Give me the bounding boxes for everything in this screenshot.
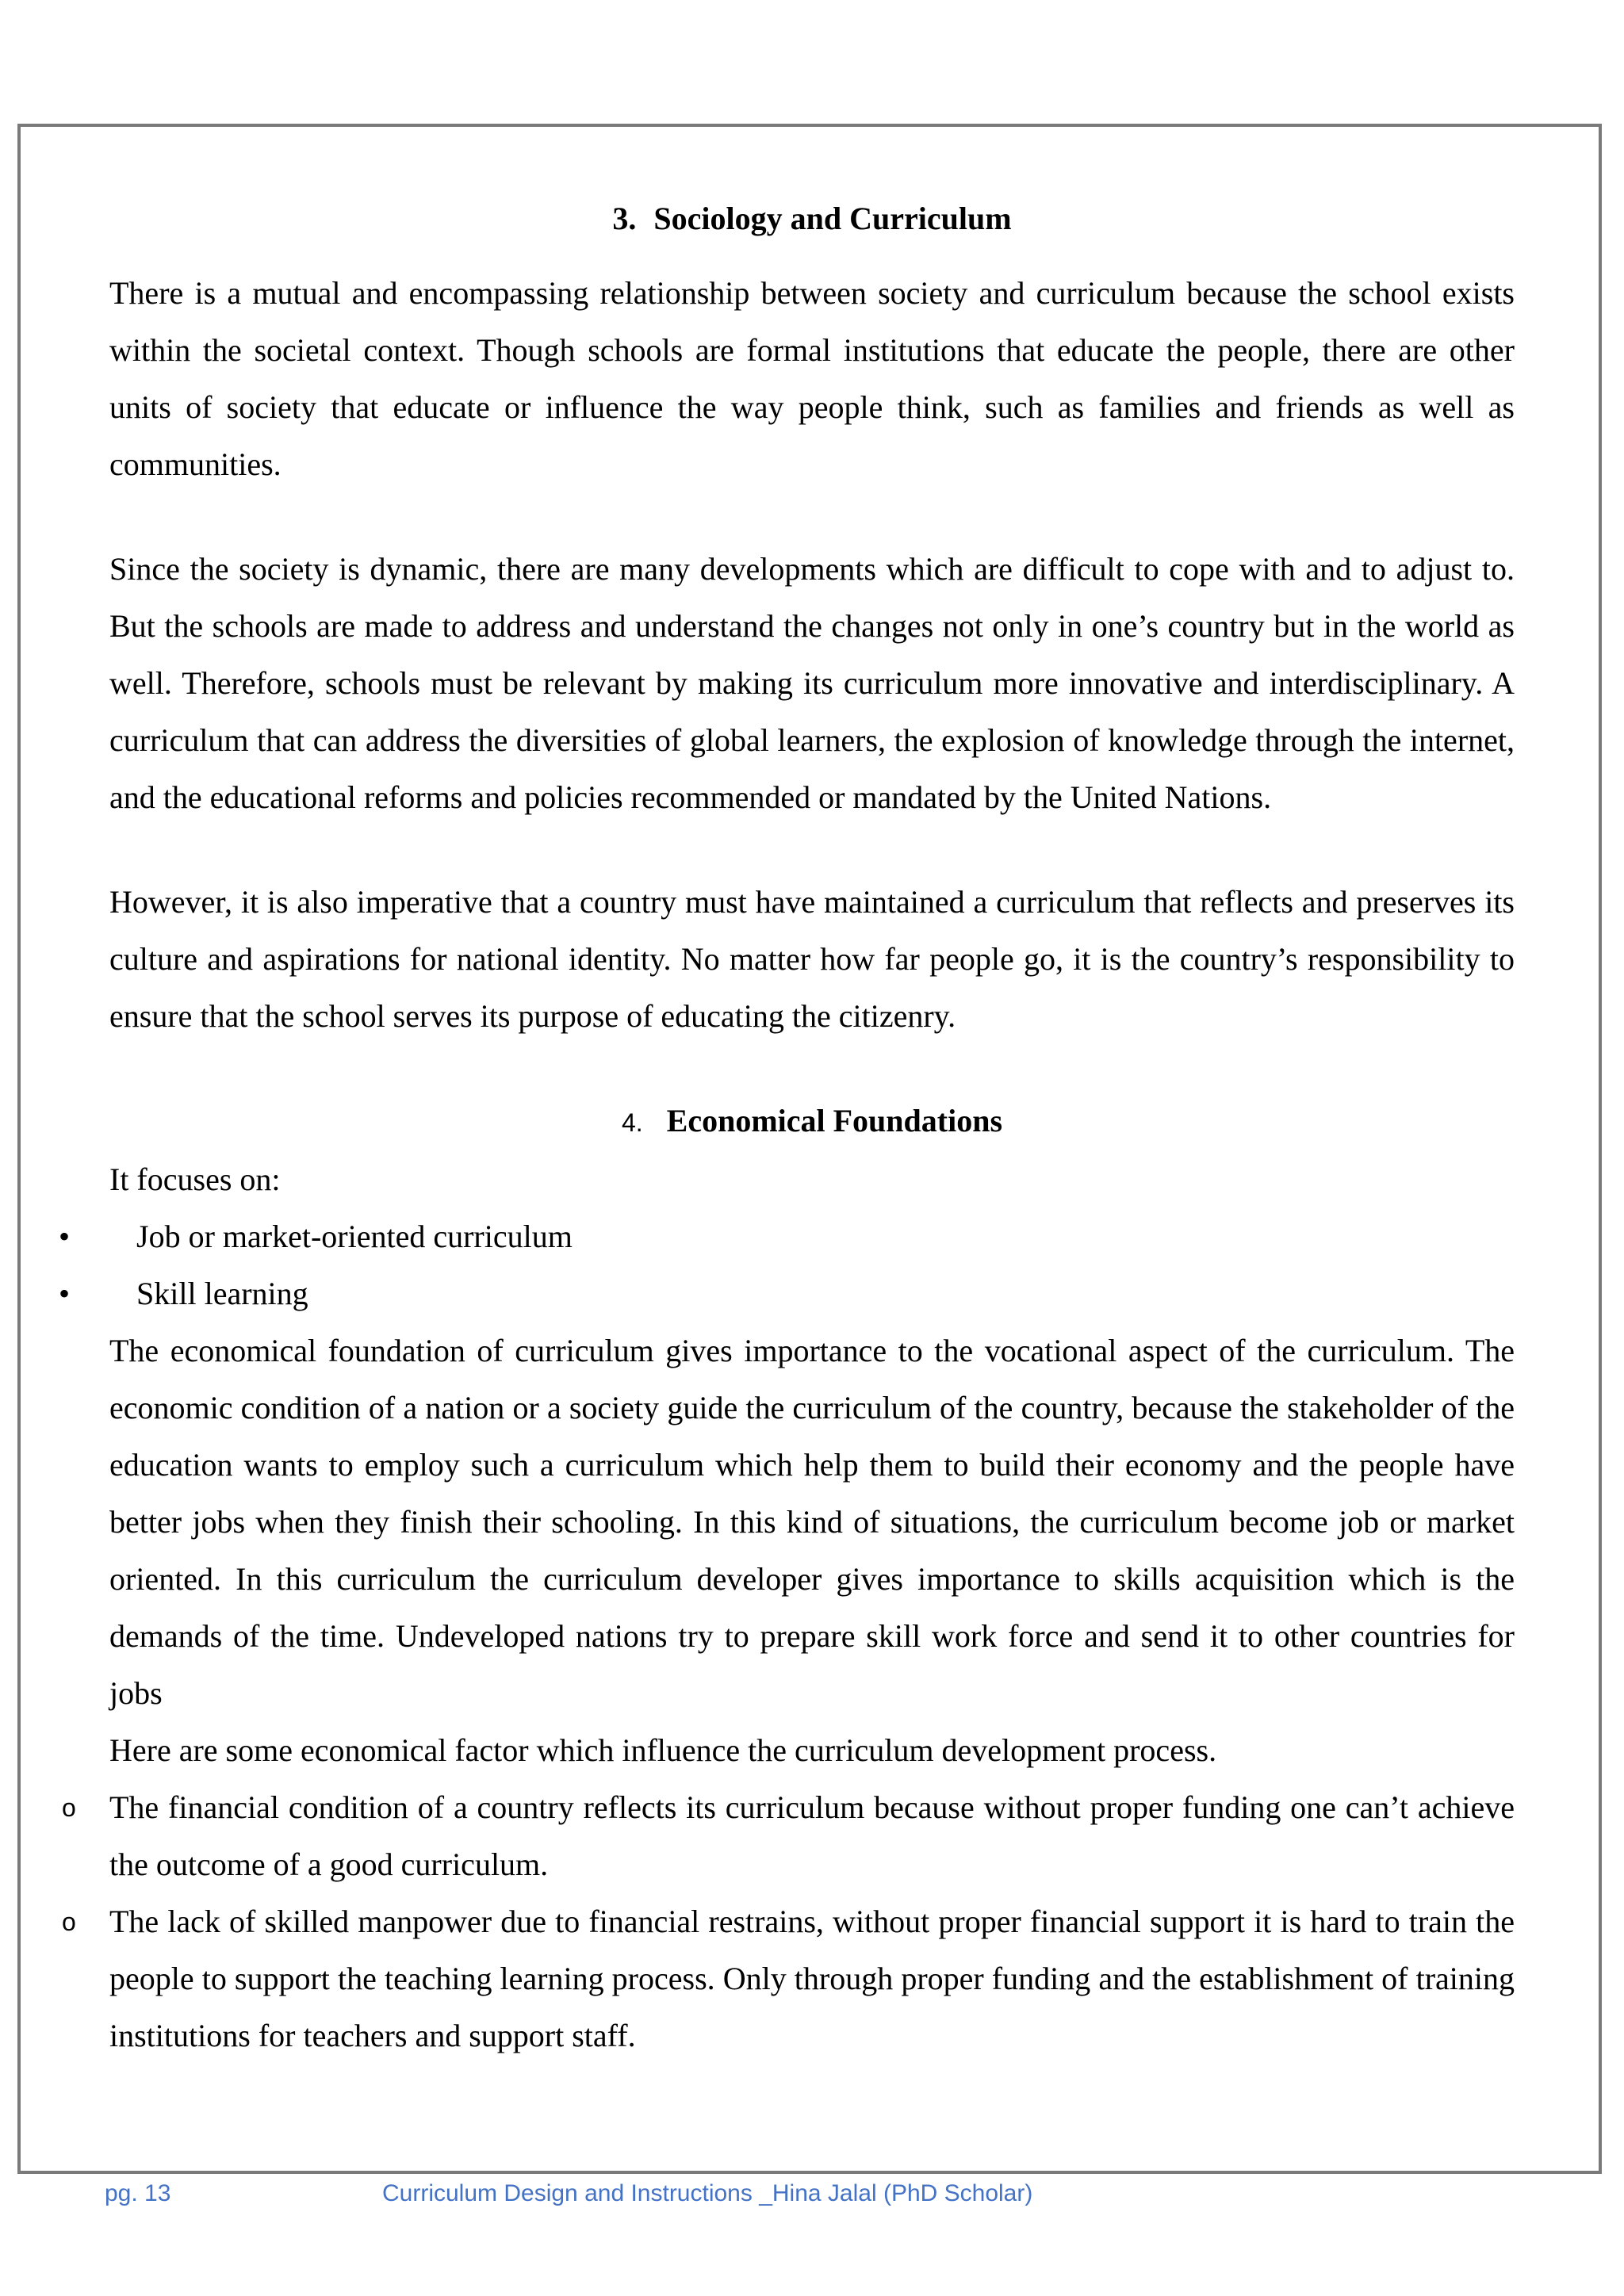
circle-bullet-icon: o [62, 1793, 76, 1822]
section-3-heading [109, 190, 1515, 247]
paragraph: Since the society is dynamic, there are many developments which are difficult to cope with and to adjust to. But the schools are made to address and understand the changes not only in one’s country but in the world as well. Therefore, schools must be relevant by making its curriculum more innovative and interdisciplinary. A curriculum that can address the diversities of global learners, the explosion of knowledge through the internet, and the educational reforms and policies recommended or mandated by the United Nations. [109, 551, 1515, 815]
section-4-number: 4. [621, 1108, 643, 1137]
bullet-icon: • [59, 1219, 71, 1254]
list-item-text: The lack of skilled manpower due to financial restrains, without proper financial support it is hard to train the people to support the teaching learning process. Only through proper funding and the establishment of training institutions for teachers and support staff. [109, 1904, 1515, 2053]
circle-bullet-icon: o [62, 1908, 76, 1936]
list-item [62, 1779, 1515, 1893]
factors-intro: Here are some economical factor which influence the curriculum development process. [109, 1732, 1217, 1768]
section-3-number: 3. [612, 201, 637, 236]
paragraph: The economical foundation of curriculum gives importance to the vocational aspect of the curriculum. The economic condition of a nation or a society guide the curriculum of the country, because the stakeholder of the education wants to employ such a curriculum which help them to build their economy and the people have better jobs when they finish their schooling. In this kind of situations, the curriculum become job or market oriented. In this curriculum the curriculum developer gives importance to skills acquisition which is the demands of the time. Undeveloped nations try to prepare skill work force and send it to other countries for jobs [109, 1333, 1515, 1711]
section-3-title: Sociology and Curriculum [653, 201, 1012, 236]
footer-title: Curriculum Design and Instructions _Hina Jalal (PhD Scholar) [382, 2180, 1033, 2206]
page-number: pg. 13 [105, 2180, 171, 2206]
page-footer [0, 2174, 1624, 2218]
list-item [59, 1208, 1515, 1265]
bullet-icon: • [59, 1276, 71, 1311]
list-item-text: Job or market-oriented curriculum [136, 1219, 573, 1254]
intro-text: It focuses on: [109, 1161, 281, 1197]
section-4-title: Economical Foundations [666, 1103, 1003, 1138]
paragraph: There is a mutual and encompassing relationship between society and curriculum because the school exists within the societal context. Though schools are formal institutions that educate the people, there are other units of society that educate or influence the way people think, such as families and friends as well as communities. [109, 275, 1515, 482]
list-item-text: The financial condition of a country reflects its curriculum because without proper funding one can’t achieve the outcome of a good curriculum. [109, 1789, 1515, 1882]
list-item [62, 1893, 1515, 2064]
document-body [59, 190, 1515, 2064]
paragraph: However, it is also imperative that a country must have maintained a curriculum that reflects and preserves its culture and aspirations for national identity. No matter how far people go, it is the country’s responsibility to ensure that the school serves its purpose of educating the citizenry. [109, 884, 1515, 1034]
list-item [59, 1265, 1515, 1322]
list-item-text: Skill learning [136, 1276, 308, 1311]
section-4-heading [109, 1093, 1515, 1151]
